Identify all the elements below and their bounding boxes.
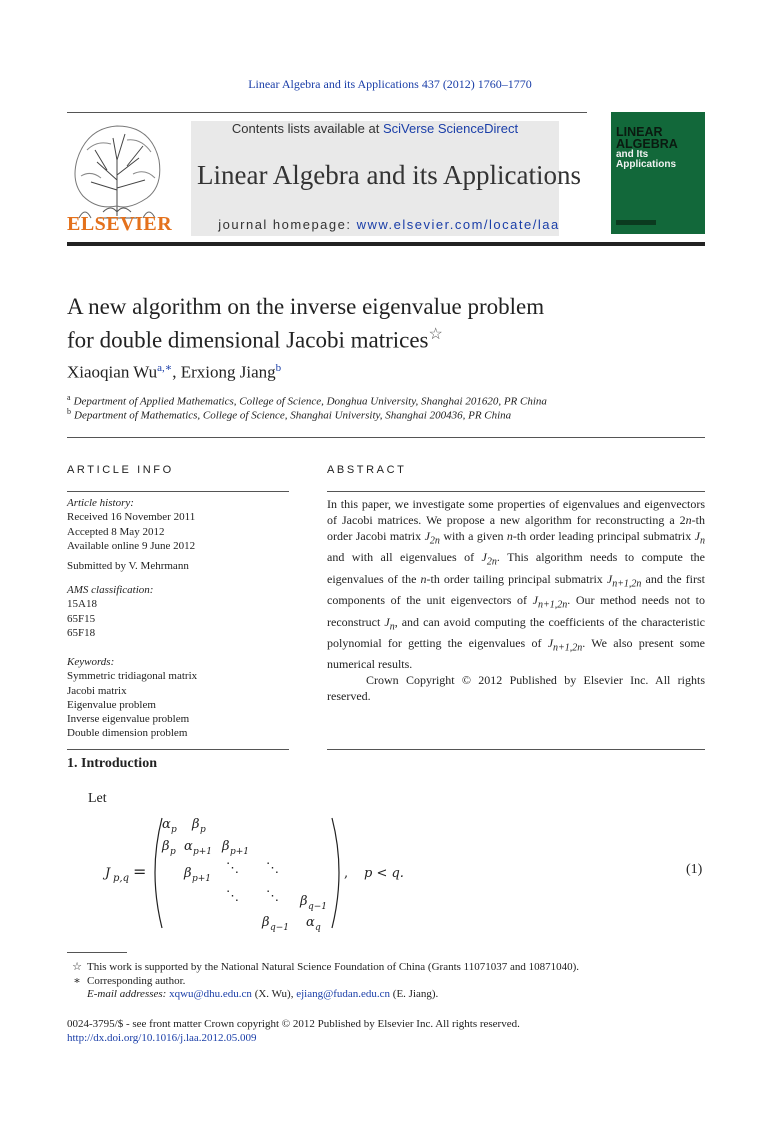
let-text: Let: [88, 791, 107, 806]
author-marks[interactable]: a,∗: [157, 362, 173, 374]
journal-homepage: journal homepage: www.elsevier.com/locate/laa: [218, 217, 560, 232]
svg-text:q: q: [315, 923, 321, 933]
svg-text:α: α: [306, 915, 315, 930]
footnote-funding: ☆ This work is supported by the National Natural Science Foundation of China (Grants 11071037 and 10871040).: [72, 961, 580, 973]
article-history: Article history: Received 16 November 2011 Accepted 8 May 2012 Available online 9 June 2012: [67, 497, 196, 552]
divider: [67, 749, 289, 750]
svg-text:β: β: [262, 915, 270, 930]
header-rule: [67, 112, 587, 113]
affiliation-a: $^a$ Department of Applied Mathematics, College of Science, Donghua University, Shanghai 201620, PR China: [67, 393, 547, 408]
keyword: Jacobi matrix: [67, 684, 127, 697]
keyword: Inverse eigenvalue problem: [67, 713, 190, 726]
svg-text:p: p: [171, 825, 177, 835]
author-list: Xiaoqian $Wu^{a,∗}$, Erxiong Jiang$^b$: [67, 362, 282, 382]
cover-footer-bar: [616, 220, 656, 225]
divider: [67, 491, 289, 492]
abstract-heading: ABSTRACT: [327, 464, 407, 476]
elsevier-wordmark: ELSEVIER: [67, 213, 173, 235]
divider: [67, 437, 705, 438]
svg-text:p+1: p+1: [193, 847, 213, 857]
article-title: [67, 293, 707, 355]
svg-text:⋱: ⋱: [266, 861, 279, 876]
svg-text:,: ,: [344, 866, 349, 881]
svg-text:⋱: ⋱: [266, 889, 279, 904]
svg-text:β: β: [184, 866, 192, 881]
equation-condition: p < q.: [364, 866, 404, 881]
ams-classification: AMS classification: 15A18 65F15 65F18: [67, 584, 154, 639]
keyword: Double dimension problem: [67, 727, 188, 740]
homepage-link[interactable]: www.elsevier.com/locate/laa: [356, 217, 560, 232]
journal-cover: [611, 112, 705, 234]
journal-citation[interactable]: Linear Algebra and its Applications 437 (2012) 1760–1770: [248, 77, 532, 91]
author-name: Xiaoqian Wu: [67, 362, 158, 382]
svg-text:β: β: [192, 817, 200, 832]
cover-line1: LINEAR: [616, 125, 663, 139]
svg-text:=: =: [133, 862, 147, 881]
email-link[interactable]: ejiang@fudan.edu.cn: [296, 988, 391, 1000]
equation-number: (1): [686, 862, 703, 877]
journal-title: Linear Algebra and its Applications: [197, 160, 581, 190]
cover-line4: Applications: [616, 159, 677, 170]
keyword: Eigenvalue problem: [67, 698, 156, 711]
svg-text:⋱: ⋱: [226, 861, 239, 876]
title-note-icon[interactable]: ☆: [428, 326, 443, 343]
submitted-by: Submitted by V. Mehrmann: [67, 560, 189, 572]
abstract-text: In this paper, we investigate some properties of eigenvalues and eigenvectors of Jacobi matrices. We propose a new algorithm for reconstructing a 2n-th order Jacobi matrix $J_{2n}$ with a given n-th order leading principal submatrix $J_n$ and with all eigenvalues of $J_{2n}$. This algorithm needs to compute the eigenvalues of the n-th order tailing principal submatrix $J_{n+1,2n}$ and the first components of the unit eigenvectors of $J_{n+1,2n}$. Our method needs not to reconstruct $J_n$, and can avoid computing the coefficients of the characteristic polynomial for getting the eigenvalues of $J_{n+1,2n}$. We also present some numerical results. Crown Copyright © 2012 Published by Elsevier Inc. All rights reserved.: [327, 497, 706, 704]
svg-text:β: β: [300, 894, 308, 909]
svg-text:q−1: q−1: [308, 902, 328, 912]
svg-text:β: β: [162, 839, 170, 854]
cover-line3: and Its: [616, 149, 649, 160]
svg-text:α: α: [184, 839, 193, 854]
title-line1: A new algorithm on the inverse eigenvalue problem: [67, 294, 545, 319]
svg-text:q−1: q−1: [270, 923, 290, 933]
svg-text:p: p: [170, 847, 176, 857]
author-name: Erxiong Jiang: [180, 362, 276, 382]
email-link[interactable]: xqwu@dhu.edu.cn: [169, 988, 252, 1000]
footnote-corresponding: ∗ Corresponding author.: [73, 975, 186, 987]
section-heading: 1. Introduction: [67, 756, 157, 771]
keyword: Symmetric tridiagonal matrix: [67, 670, 198, 683]
affiliation-b: $^b$ Department of Mathematics, College of Science, Shanghai University, Shanghai 200436, PR China: [67, 407, 512, 422]
issn-line: 0024-3795/$ - see front matter Crown copyright © 2012 Published by Elsevier Inc. All rights reserved.: [67, 1018, 520, 1030]
keywords: Keywords: Symmetric tridiagonal matrix Jacobi matrix Eigenvalue problem Inverse eigenvalue problem Double dimension problem: [67, 655, 289, 741]
article-info-heading: ARTICLE INFO: [67, 464, 174, 476]
footnote-rule: [67, 952, 127, 953]
divider: [327, 749, 705, 750]
contents-line: Contents lists available at SciVerse ScienceDirect: [231, 121, 519, 136]
header-thick-rule: [67, 242, 705, 246]
cover-line2: ALGEBRA: [616, 137, 678, 151]
svg-text:p+1: p+1: [230, 847, 250, 857]
footnote-emails: E-mail addresses: xqwu@dhu.edu.cn (X. Wu), ejiang@fudan.edu.cn (E. Jiang).: [87, 988, 439, 1000]
jacobi-matrix-equation: [96, 808, 426, 938]
divider: [327, 491, 705, 492]
sciencedirect-link[interactable]: SciVerse ScienceDirect: [382, 121, 519, 136]
svg-text:p,q: p,q: [113, 873, 129, 884]
author-marks[interactable]: b: [275, 362, 282, 374]
doi-link[interactable]: http://dx.doi.org/10.1016/j.laa.2012.05.009: [67, 1032, 257, 1044]
svg-text:α: α: [162, 817, 171, 832]
svg-text:β: β: [222, 839, 230, 854]
abstract-copyright: Crown Copyright © 2012 Published by Elsevier Inc. All rights reserved.: [327, 673, 705, 704]
svg-text:⋱: ⋱: [226, 889, 239, 904]
title-line2: for double dimensional Jacobi matrices: [67, 327, 429, 353]
svg-text:p+1: p+1: [192, 874, 212, 884]
svg-text:J: J: [105, 866, 111, 881]
svg-text:p: p: [200, 825, 206, 835]
